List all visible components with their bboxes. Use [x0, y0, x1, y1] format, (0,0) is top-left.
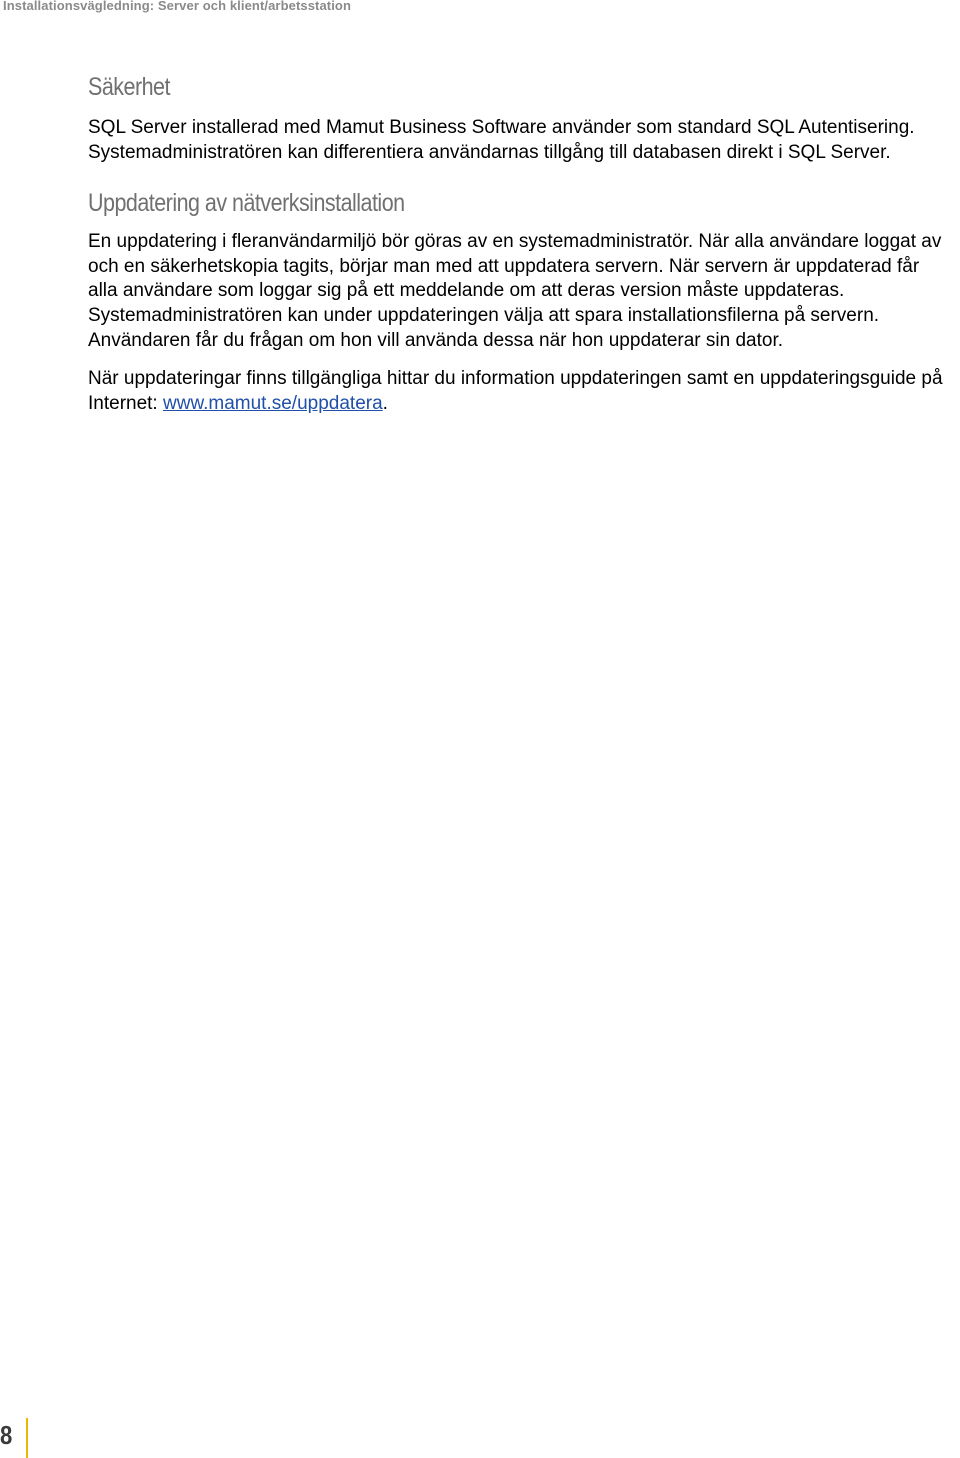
paragraph-uppdatering-1: En uppdatering i fleranvändarmiljö bör göras av en systemadministratör. När alla användare loggat av och en säkerhetskopia tagits, börjar man med att uppdatera servern. När servern är uppdaterad får alla användare som loggar sig på ett meddelande om att deras version måste uppdateras. Systemadministratören kan under uppdateringen välja att spara installationsfilerna på servern. Användaren får du frågan om hon vill använda dessa när hon uppdaterar sin dator.	[88, 231, 942, 351]
page-number: 8	[0, 1420, 13, 1450]
page-accent-bar	[26, 1418, 28, 1458]
paragraph-sakerhet: SQL Server installerad med Mamut Business Software använder som standard SQL Autentisering. Systemadministratören kan differentiera användarnas tillgång till databasen direkt i SQL Server.	[88, 117, 915, 163]
paragraph-uppdatering-2-end: .	[382, 392, 388, 414]
document-body	[88, 68, 948, 416]
paragraph-uppdatering-2-text: När uppdateringar finns tillgängliga hittar du information uppdateringen samt en uppdateringsguide på Internet:	[88, 368, 943, 414]
paragraph-uppdatering-2	[88, 367, 948, 416]
running-header: Installationsvägledning: Server och klient/arbetsstation	[3, 0, 352, 13]
section-heading-uppdatering: Uppdatering av nätverksinstallation	[88, 189, 405, 218]
update-link[interactable]: www.mamut.se/uppdatera	[163, 392, 383, 414]
section-heading-sakerhet: Säkerhet	[88, 73, 170, 101]
